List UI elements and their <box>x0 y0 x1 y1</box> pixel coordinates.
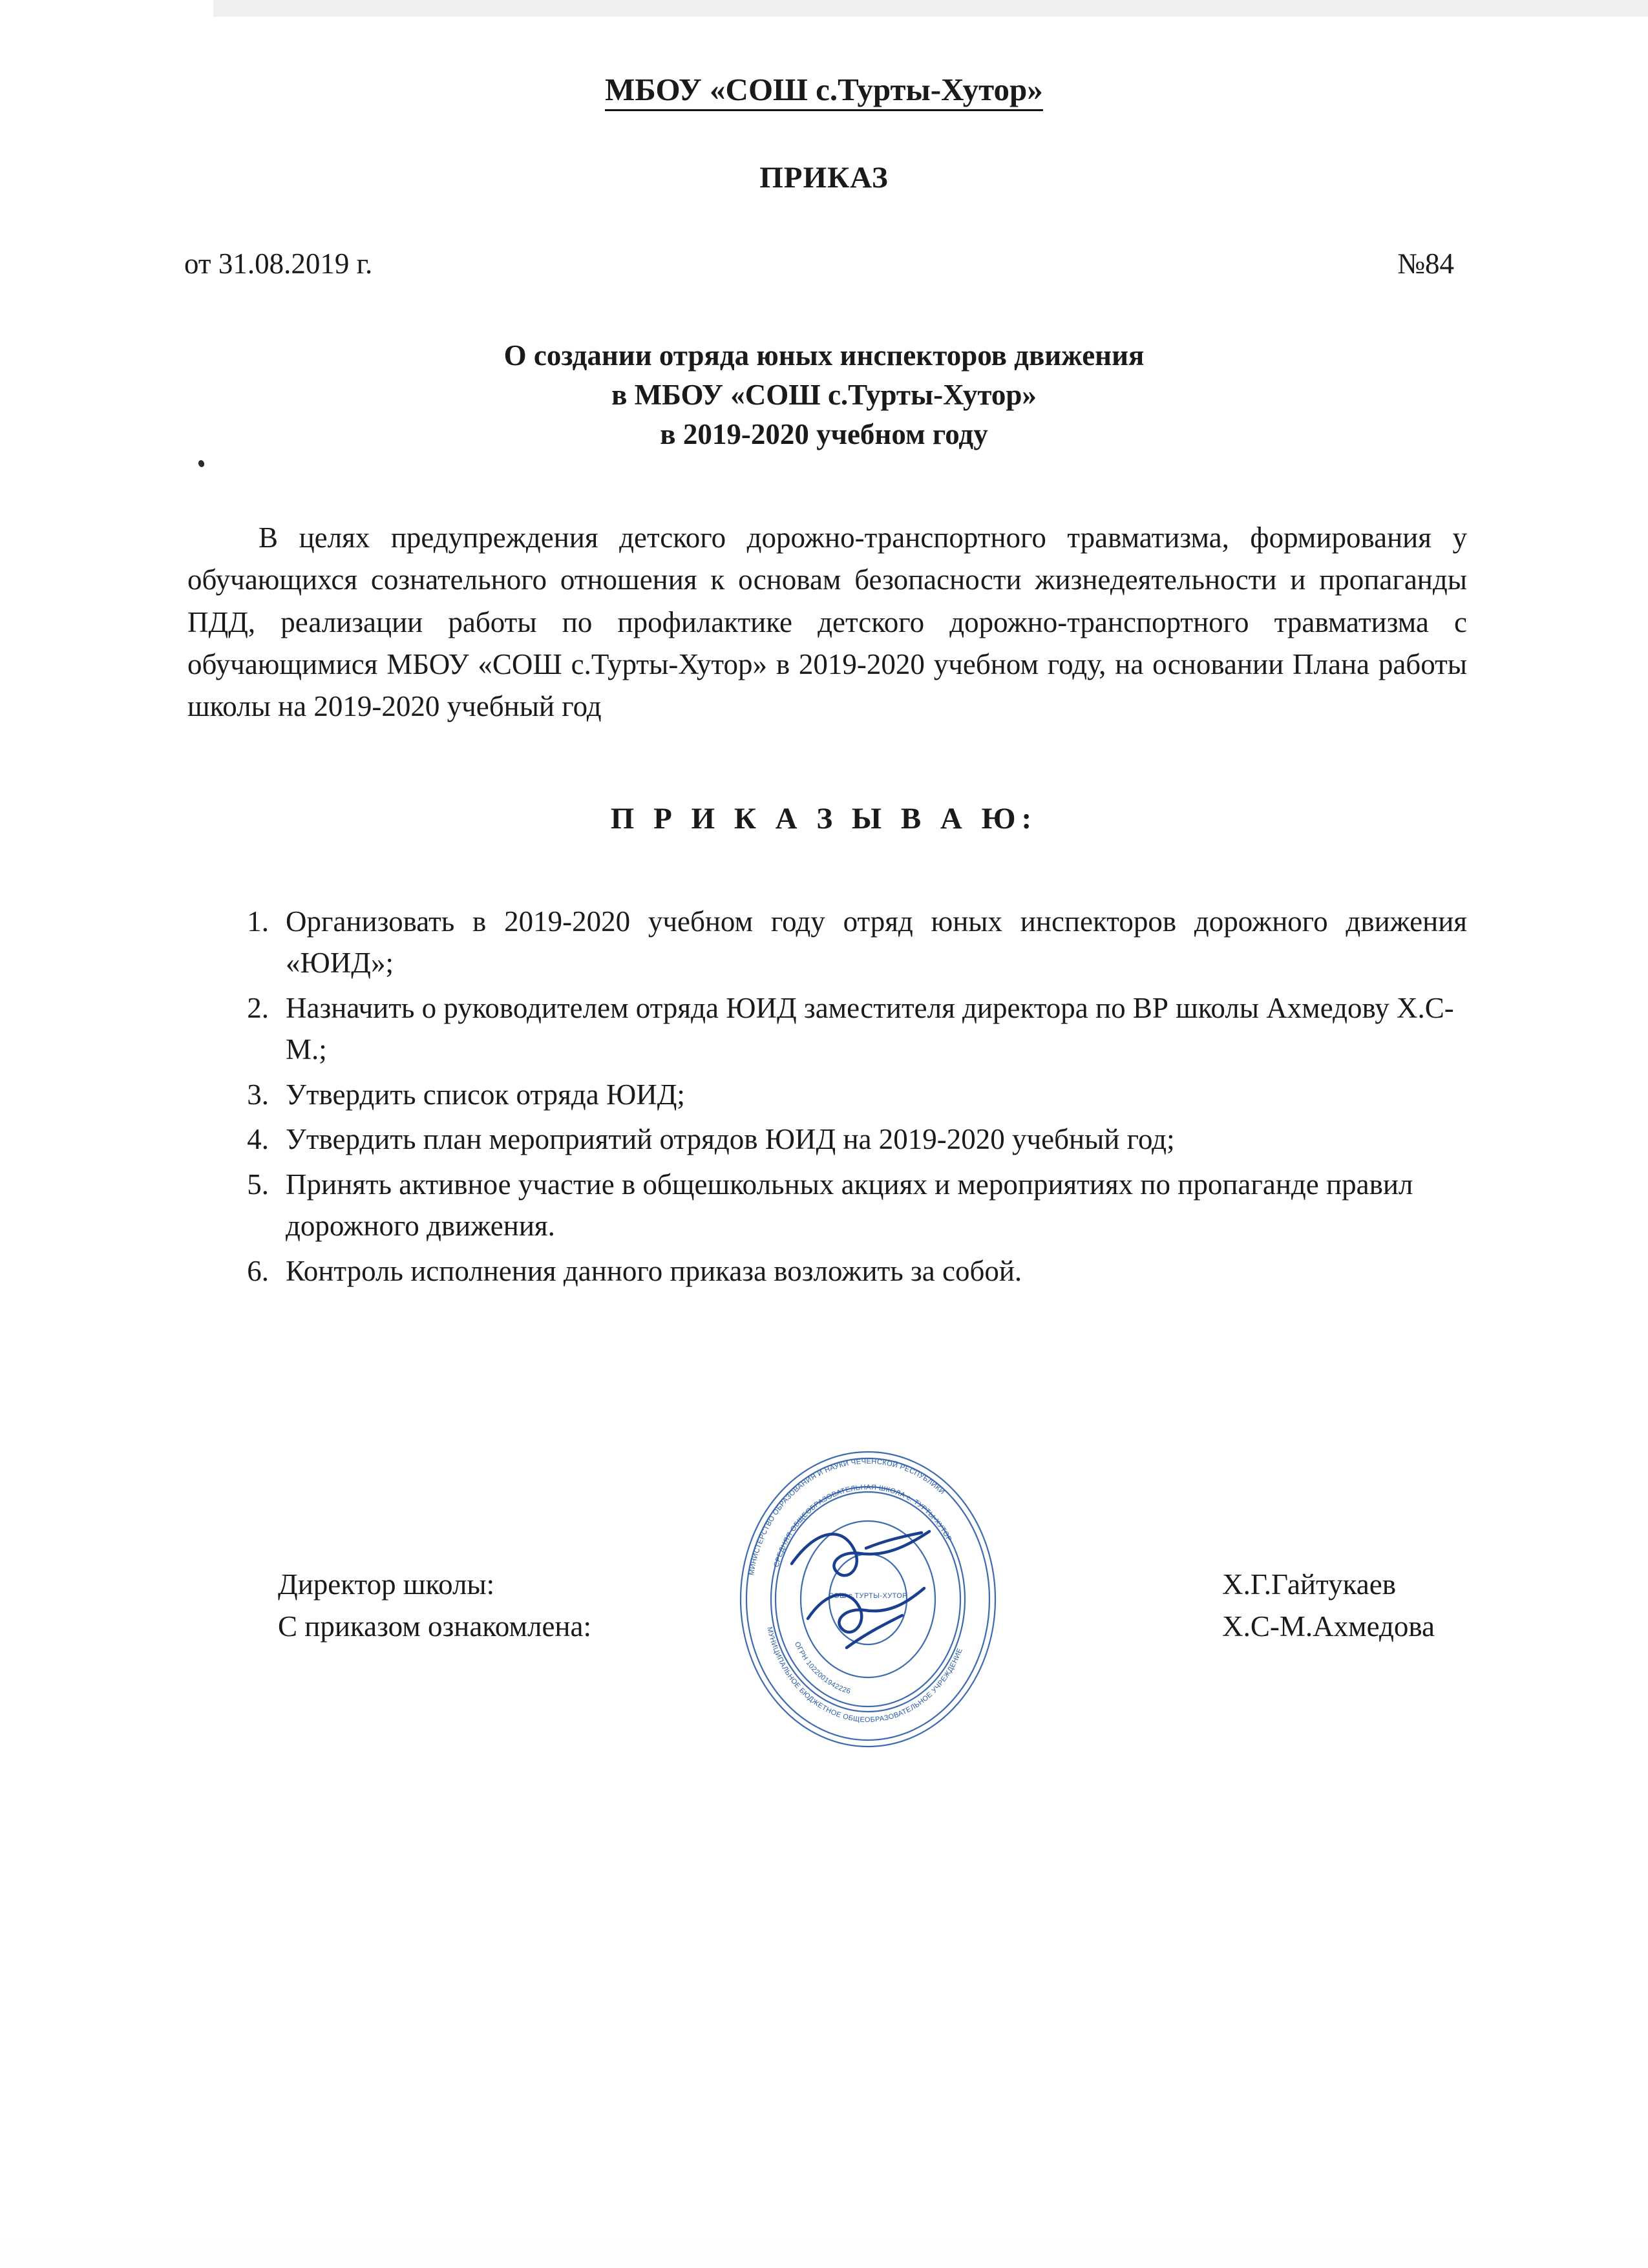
stamp-outer-text: МИНИСТЕРСТВО ОБРАЗОВАНИЯ И НАУКИ ЧЕЧЕНСКОЙ РЕСПУБЛИКИ <box>747 1457 946 1576</box>
preamble-paragraph <box>187 517 1467 728</box>
signature-role-director: Директор школы: <box>278 1568 495 1601</box>
document-type: ПРИКАЗ <box>759 161 889 194</box>
list-item-number: 2. <box>247 991 269 1024</box>
ink-dot-mark <box>197 459 205 468</box>
signature-roles <box>278 1564 591 1648</box>
signature-name-director: Х.Г.Гайтукаев <box>1222 1568 1396 1601</box>
list-item-number: 5. <box>247 1168 269 1201</box>
official-stamp <box>729 1441 1007 1758</box>
list-item-text: Организовать в 2019-2020 учебном году отряд юных инспекторов дорожного движения «ЮИД»; <box>286 905 1467 979</box>
document-number: №84 <box>1397 247 1454 280</box>
list-item-number: 6. <box>247 1255 269 1288</box>
order-keyword: П Р И К А З Ы В А Ю: <box>610 802 1038 835</box>
list-item <box>239 1075 1467 1116</box>
stamp-outer-bottom-text: МУНИЦИПАЛЬНОЕ БЮДЖЕТНОЕ ОБЩЕОБРАЗОВАТЕЛЬНОЕ УЧРЕЖДЕНИЕ <box>765 1626 964 1725</box>
list-item-number: 4. <box>247 1123 269 1156</box>
signature-scribble <box>769 1483 989 1706</box>
list-item-text: Утвердить список отряда ЮИД; <box>286 1078 685 1111</box>
document-date: от 31.08.2019 г. <box>184 247 373 280</box>
order-items-list <box>239 901 1467 1296</box>
list-item-text: Назначить о руководителем отряда ЮИД заместителя директора по ВР школы Ахмедову Х.С-М.; <box>286 991 1454 1066</box>
document-subject <box>0 336 1648 454</box>
subject-line-2: в МБОУ «СОШ с.Турты-Хутор» <box>611 378 1037 411</box>
stamp-inner-text: СРЕДНЯЯ ОБЩЕОБРАЗОВАТЕЛЬНАЯ ШКОЛА с. ТУРТЫ-ХУТОР <box>772 1483 953 1568</box>
organization-title <box>0 71 1648 108</box>
organization-title-text: МБОУ «СОШ с.Турты-Хутор» <box>605 72 1043 111</box>
list-item <box>239 901 1467 984</box>
signature-role-acquainted: С приказом ознакомлена: <box>278 1610 591 1643</box>
list-item-number: 1. <box>247 905 269 938</box>
signature-names <box>1222 1564 1435 1648</box>
list-item <box>239 988 1467 1071</box>
list-item-text: Контроль исполнения данного приказа возложить за собой. <box>286 1255 1022 1288</box>
list-item <box>239 1251 1467 1292</box>
signature-name-acquainted: Х.С-М.Ахмедова <box>1222 1610 1435 1643</box>
preamble-text: В целях предупреждения детского дорожно-транспортного травматизма, формирования у обучающихся сознательного отношения к основам безопасности жизнедеятельности и пропаганды ПДД, реализации работы по профилактике детского дорожно-транспортного травматизма с обучающимися МБОУ «СОШ с.Турты-Хутор» в 2019-2020 учебном году, на основании Плана работы школы на 2019-2020 учебный год <box>187 521 1467 722</box>
subject-line-3: в 2019-2020 учебном году <box>660 417 988 450</box>
list-item-text: Утвердить план мероприятий отрядов ЮИД на 2019-2020 учебный год; <box>286 1123 1175 1156</box>
list-item <box>239 1119 1467 1160</box>
stamp-ogrn-text: ОГРН 1022001942226 <box>792 1641 852 1696</box>
list-item-text: Принять активное участие в общешкольных акциях и мероприятиях по пропаганде правил дорожного движения. <box>286 1168 1413 1243</box>
list-item <box>239 1164 1467 1247</box>
stamp-center-text: СОШ с.ТУРТЫ-ХУТОР <box>829 1592 907 1600</box>
subject-line-1: О создании отряда юных инспекторов движения <box>503 339 1145 372</box>
list-item-number: 3. <box>247 1078 269 1111</box>
